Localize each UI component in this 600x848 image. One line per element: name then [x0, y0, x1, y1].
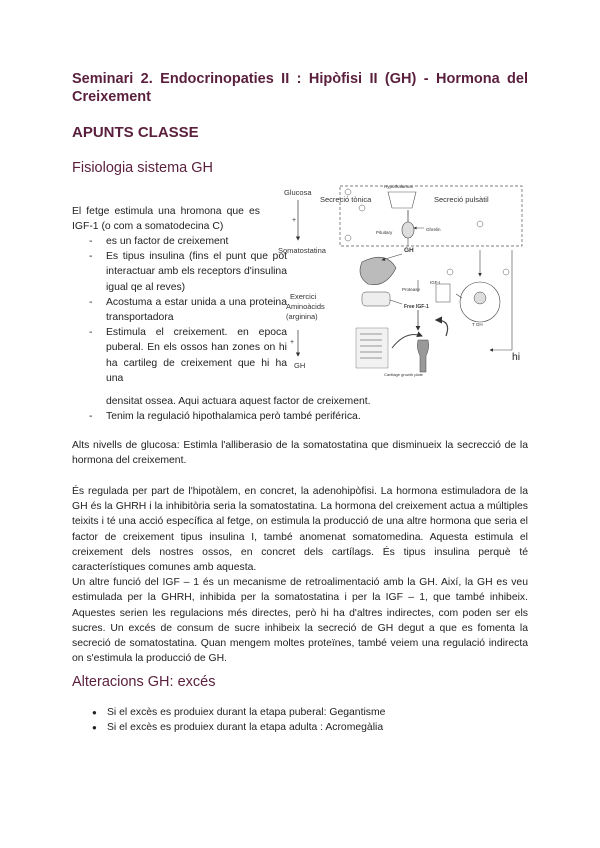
svg-text:+: + — [290, 339, 295, 346]
diagram-secrecio-tonica: Secreció tònica — [320, 195, 372, 204]
list-item-tail: hi — [512, 352, 521, 363]
diagram-aminoacids: Aminoàcids — [286, 302, 325, 311]
diagram-protease: Protease — [402, 287, 421, 292]
list-item: - Estimula el creixement. en epoca puberal. En els ossos han zones on hi ha cartileg de creixement que hi ha una — [89, 325, 287, 386]
diagram-hypothalamus: Hypothalamus — [384, 184, 413, 189]
gh-regulation-diagram — [276, 180, 528, 378]
diagram-free-igf: Free IGF-1 — [404, 304, 429, 310]
intro-paragraph: El fetge estimula una hromona que es IGF-1 (o com a somatodecina C) — [72, 206, 260, 233]
diagram-pituitary: Pituitary — [376, 230, 393, 235]
heading-alteracions: Alteracions GH: excés — [72, 674, 216, 690]
diagram-cartilage: Cartilage growth plate — [384, 372, 423, 377]
diagram-exercici: Exercici — [290, 292, 317, 301]
page-title: Seminari 2. Endocrinopaties II : Hipòfisi II (GH) - Hormona del — [72, 71, 528, 87]
list-item: ● Si el excès es produiex durant la etapa puberal: Gegantisme — [90, 705, 546, 720]
section-heading: APUNTS CLASSE — [72, 124, 199, 141]
diagram-tgh: T GH — [472, 322, 483, 327]
page-title-continued: Creixement — [72, 89, 151, 105]
diagram-igf1: IGF-I — [430, 280, 441, 285]
list-item: - Es tipus insulina (fins el punt que pot interactuar amb els receptors d'insulina igual qe al reves) — [89, 249, 287, 295]
svg-text:+: + — [292, 217, 297, 224]
igf-bullet-list — [89, 234, 287, 386]
regulation-paragraph: És regulada per part de l'hipotàlem, en concret, la adenohipòfisi. La hormona estimuladora de la GH és la GHRH i la inhibitòria seria la somatostatina. La hormona del creixement actua a múltiples teixits i té una acció específica al fetge, on estimula la producció de una altre hormona que seria el factor de creixement tipus insulina I, també anomenat somatomedina. Aquesta estimula el creixement dels nostres ossos, en concret dels cartílags. És tipus insulina perquè té característiques comunes amb aquesta. Un altre funció del IGF – 1 és un mecanisme de retroalimentació amb la GH. Així, la GH es veu estimulada per la GHRH, inhibida per la somatostatina i per la IGF – 1, que també inhibeix. Aquestes serien les regulacions més directes, però hi ha d'altres indirectes, com poden ser els sucres. Un excés de consum de sucre inhibeix la secreció de GH degut a que es fomenta la secreció de somatostatina. Quan mengem moltes proteïnes, també veiem una regulació indirecta on s'estimula la producció de GH. — [72, 486, 528, 665]
diagram-glucosa: Glucosa — [284, 188, 312, 197]
list-item: - Acostuma a estar unida a una proteina transportadora — [89, 295, 287, 325]
list-item: - Tenim la regulació hipothalamica però també periférica. — [89, 409, 528, 424]
diagram-secrecio-pulsatil: Secreció pulsàtil — [434, 195, 489, 204]
list-item: ● Si el excès es produiex durant la etapa adulta : Acromegàlia — [90, 720, 546, 735]
diagram-ghrelin: Ghrelin — [426, 227, 441, 232]
diagram-gh: GH — [404, 247, 414, 254]
heading-fisiologia: Fisiologia sistema GH — [72, 160, 214, 176]
glucosa-paragraph: Alts nivells de glucosa: Estimla l'alliberasio de la somatostatina que disminueix la secrecció de la hormona del creixement. — [72, 440, 528, 467]
diagram-somatostatina: Somatostatina — [278, 246, 326, 255]
diagram-gh-left: GH — [294, 361, 306, 370]
diagram-arginina: (arginina) — [286, 312, 318, 321]
alteracions-list — [72, 705, 546, 735]
list-item-continuation: densitat ossea. Aqui actuara aquest factor de creixement. — [106, 396, 371, 407]
list-item: - es un factor de creixement — [89, 234, 287, 249]
regulation-bullet-list — [89, 409, 528, 424]
